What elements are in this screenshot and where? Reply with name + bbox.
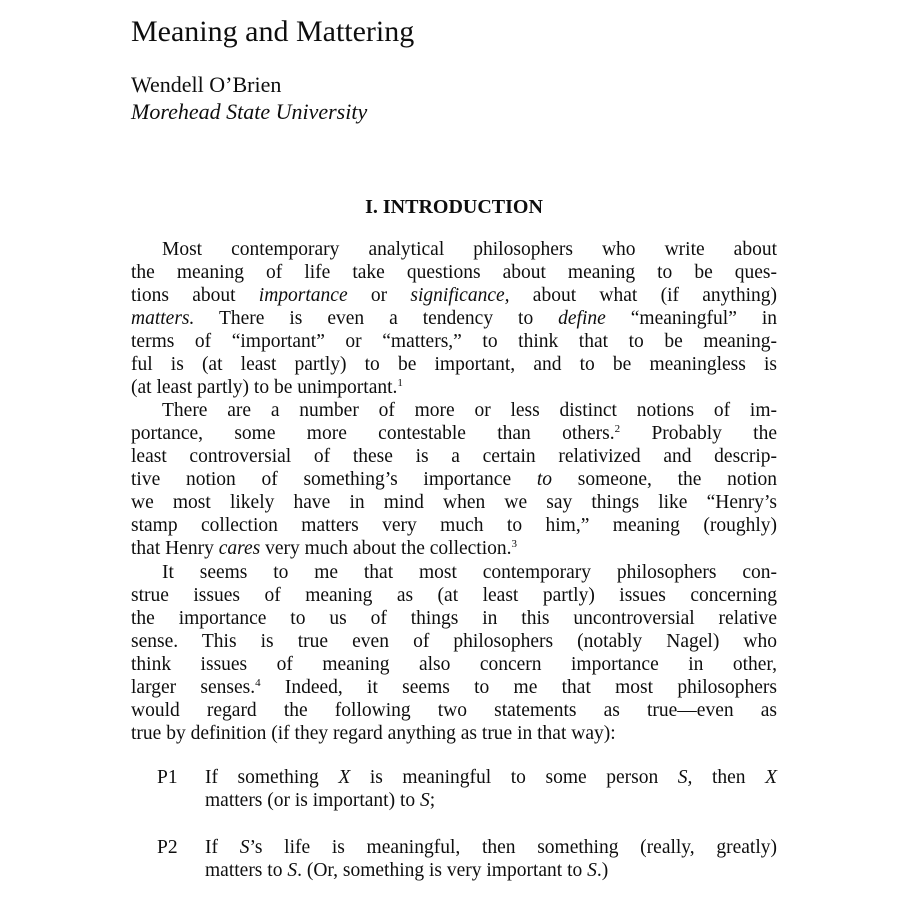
text-run: S (287, 860, 298, 881)
author-affiliation: Morehead State University (131, 99, 368, 124)
text-run: someone, the notion (552, 469, 777, 490)
premise-text-line (205, 766, 777, 789)
text-line (131, 445, 777, 468)
premise-text-line (205, 836, 777, 859)
text-run: ful is (at least partly) to be important, and to be meaningless is (131, 354, 777, 375)
premise-text-line (205, 789, 777, 812)
text-run: the importance to us of things in this uncontroversial relative (131, 608, 777, 629)
text-line (162, 399, 777, 422)
text-run: matters. (131, 308, 195, 329)
text-run: true by definition (if they regard anything as true in that way): (131, 723, 616, 744)
text-run: strue issues of meaning as (at least partly) issues concerning (131, 585, 777, 606)
text-run: stamp collection matters very much to him,” meaning (roughly) (131, 515, 777, 536)
premise-label: P2 (157, 837, 178, 858)
text-run: that Henry (131, 538, 219, 559)
text-run: cares (218, 538, 261, 559)
text-run: significance, (410, 285, 510, 306)
text-run: S (587, 860, 597, 881)
text-run: tive notion of something’s importance (131, 469, 537, 490)
text-run: matters to (205, 860, 288, 881)
footnote-marker[interactable]: 1 (397, 377, 403, 389)
text-run: to (536, 469, 553, 490)
text-run: . (Or, something is very important to (297, 860, 588, 881)
text-line (131, 537, 777, 560)
text-line (131, 722, 777, 745)
text-line (131, 630, 777, 653)
paper-title: Meaning and Mattering (131, 15, 415, 48)
text-line (131, 330, 777, 353)
text-run: very much about the collection. (260, 538, 512, 559)
text-run: ; (429, 790, 436, 811)
text-run: If (205, 837, 240, 858)
premise-label: P1 (157, 767, 178, 788)
text-run: larger senses. (131, 677, 256, 698)
author-name: Wendell O’Brien (131, 72, 282, 97)
text-line (162, 561, 777, 584)
text-run: There is even a tendency to (194, 308, 559, 329)
text-run: (at least partly) to be unimportant. (131, 377, 398, 398)
text-run: S (239, 837, 250, 858)
text-line (131, 607, 777, 630)
text-run: Most contemporary analytical philosophers who write about (162, 239, 777, 260)
text-run: X (338, 767, 351, 788)
text-run: .) (596, 860, 609, 881)
text-line (131, 422, 777, 445)
text-run: think issues of meaning also concern importance in other, (131, 654, 777, 675)
text-run: then (692, 767, 766, 788)
text-run: It seems to me that most contemporary philosophers con- (162, 562, 777, 583)
text-run: importance (258, 285, 348, 306)
text-run: S, (677, 767, 693, 788)
footnote-marker[interactable]: 4 (255, 677, 261, 689)
text-line (131, 584, 777, 607)
text-run: tions about (131, 285, 259, 306)
text-run: we most likely have in mind when we say things like “Henry’s (131, 492, 777, 513)
text-run: is meaningful to some person (350, 767, 678, 788)
text-run: There are a number of more or less distinct notions of im- (162, 400, 777, 421)
text-run: ’s life is meaningful, then something (really, greatly) (249, 837, 777, 858)
text-line (131, 353, 777, 376)
premise-text-line (205, 859, 777, 882)
text-line (131, 468, 777, 491)
text-run: or (347, 285, 411, 306)
text-line (131, 284, 777, 307)
text-run: Probably the (620, 423, 778, 444)
text-run: sense. This is true even of philosophers (notably Nagel) who (131, 631, 777, 652)
text-line (162, 238, 777, 261)
text-run: “meaningful” in (605, 308, 777, 329)
text-line (131, 514, 777, 537)
footnote-marker[interactable]: 2 (614, 423, 621, 435)
text-run: Indeed, it seems to me that most philosophers (260, 677, 777, 698)
text-run: about what (if anything) (509, 285, 777, 306)
text-run: S (420, 790, 430, 811)
text-run: If something (205, 767, 339, 788)
text-run: terms of “important” or “matters,” to think that to be meaning- (131, 331, 777, 352)
footnote-marker[interactable]: 3 (511, 538, 518, 550)
text-line (131, 653, 777, 676)
text-line (131, 491, 777, 514)
text-run: would regard the following two statements as true—even as (131, 700, 777, 721)
text-run: define (558, 308, 606, 329)
text-run: matters (or is important) to (205, 790, 420, 811)
text-run: least controversial of these is a certain relativized and descrip- (131, 446, 777, 467)
text-line (131, 376, 777, 399)
text-line (131, 699, 777, 722)
text-run: X (765, 767, 778, 788)
text-line (131, 676, 777, 699)
text-run: the meaning of life take questions about meaning to be ques- (131, 262, 777, 283)
text-line (131, 261, 777, 284)
text-line (131, 307, 777, 330)
section-heading: I. INTRODUCTION (365, 196, 543, 218)
text-run: portance, some more contestable than others. (131, 423, 615, 444)
